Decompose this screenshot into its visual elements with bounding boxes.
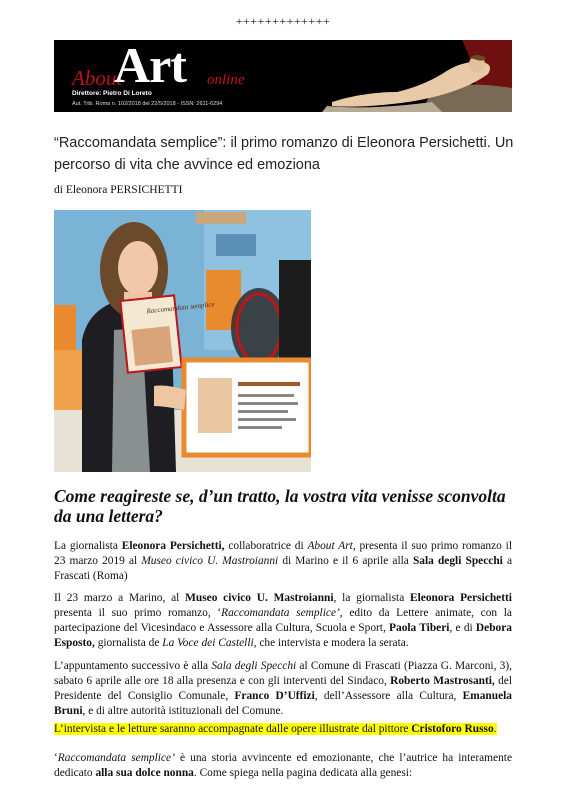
masthead-banner[interactable] bbox=[54, 40, 512, 112]
paragraph-3: L’appuntamento successivo è alla Sala degli Specchi al Comune di Frascati (Piazza G. Marconi, 3), sabato 6 aprile alle ore 18 alla presenza e con gli interventi del Sindaco, Roberto Mastrosanti, del Presidente del Consiglio Comunale, Franco D’Uffizi, dell’Assessore alla Cultura, Emanuela Bruni, e di altre autorità istituzionali del Comune. bbox=[54, 660, 513, 717]
logo-art: Art bbox=[114, 40, 186, 93]
article-subheading: Come reagireste se, d’un tratto, la vostra vita venisse sconvolta da una lettera? bbox=[54, 486, 506, 526]
director-line: Direttore: Pietro Di Loreto bbox=[72, 90, 152, 97]
byline: di Eleonora PERSICHETTI bbox=[54, 184, 183, 196]
paragraph-1: La giornalista Eleonora Persichetti, collaboratrice di About Art, presenta il suo primo romanzo il 23 marzo 2019 al Museo civico U. Mastroianni di Marino e il 6 aprile alla Sala degli Specchi a Frascati (Roma) bbox=[54, 540, 513, 582]
logo-about: About bbox=[72, 66, 123, 90]
paragraph-4-highlighted: L’intervista e le letture saranno accompagnate dalle opere illustrate dal pittore Cristoforo Russo. bbox=[54, 723, 497, 735]
top-mark: +++++++++++++ bbox=[235, 14, 331, 28]
book-cover-title: Raccomandata semplice bbox=[146, 300, 215, 316]
author-photo bbox=[54, 210, 311, 472]
logo-online: online bbox=[207, 72, 245, 88]
reclining-figure-painting bbox=[312, 40, 512, 112]
registration-line: Aut. Trib. Roma n. 102/2018 del 22/5/2018 - ISSN: 2611-6294 bbox=[72, 101, 223, 107]
paragraph-5: ‘Raccomandata semplice’ è una storia avvincente ed emozionante, che l’autrice ha interamente dedicato alla sua dolce nonna. Come spiega nella pagina dedicata alla genesi: bbox=[54, 752, 513, 779]
paragraph-2: Il 23 marzo a Marino, al Museo civico U. Mastroianni, la giornalista Eleonora Persichetti presenta il suo primo romanzo, ‘Raccomandata semplice’, edito da Lettere animate, con la partecipazione del Vicesindaco e Assessore alla Cultura, Scuola e Sport, Paola Tiberi, e di Debora Esposto, giornalista de La Voce dei Castelli, che intervista e modera la serata. bbox=[54, 592, 512, 649]
article-headline: “Raccomandata semplice”: il primo romanzo di Eleonora Persichetti. Un percorso di vita che avvince ed emoziona bbox=[54, 135, 514, 173]
